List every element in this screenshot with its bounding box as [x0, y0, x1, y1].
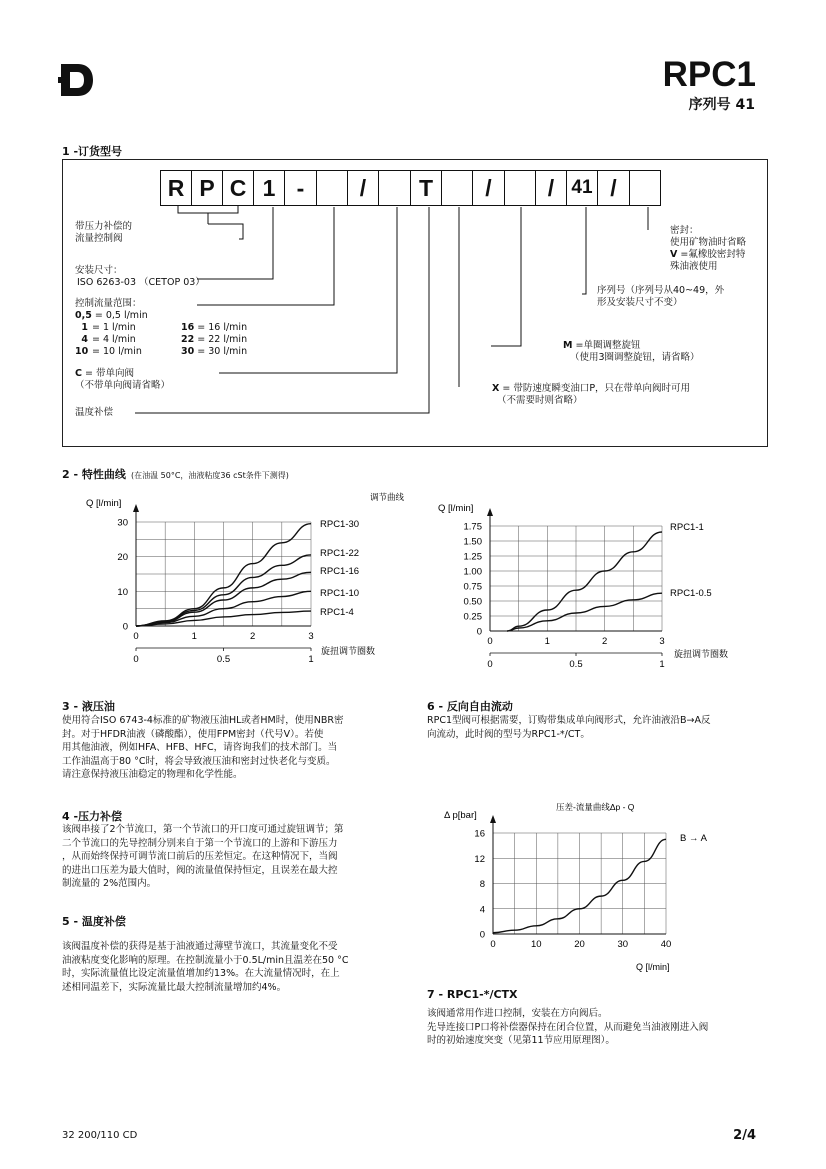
serial-label-1: 序列号（序列号从40~49，外 [597, 285, 725, 296]
temp-compensation-label: 温度补偿 [75, 407, 114, 418]
series-label: B → A [680, 833, 707, 844]
secondary-x-tick-label: 0 [487, 659, 493, 668]
flow-value-10: = 10 l/min [92, 346, 142, 357]
knob-note: （使用3圈调整旋钮，请省略） [570, 352, 700, 363]
y-tick-label: 0.50 [463, 596, 482, 608]
x-tick-label: 0 [490, 939, 496, 950]
series-label: RPC1-1 [670, 522, 704, 533]
order-code-box: 41 [566, 170, 598, 206]
seal-label-2: 使用矿物油时省略 [670, 237, 747, 248]
series-label: 序列号 41 [688, 97, 755, 113]
y-axis-label: Q [l/min] [438, 503, 474, 514]
y-axis-arrow [487, 508, 493, 516]
x-tick-label: 10 [530, 939, 542, 950]
x-tick-label: 40 [660, 939, 672, 950]
x-tick-label: 0 [487, 636, 493, 647]
section-3-title: 3 - 液压油 [62, 700, 115, 713]
y-tick-label: 20 [117, 552, 128, 564]
flow-option-22: 22 = 22 l/min [181, 334, 248, 345]
order-code-box: / [347, 170, 379, 206]
series-label: RPC1-22 [320, 548, 360, 559]
y-axis-label: Δ p[bar] [444, 810, 477, 821]
series-line-RPC1-0.5 [507, 593, 662, 631]
x-axis-label: Q [l/min] [636, 962, 670, 972]
check-valve-option: C = 带单向阀 [75, 368, 134, 379]
compensator-label-1: 带压力补偿的 [75, 221, 133, 232]
x-tick-label: 3 [308, 631, 314, 642]
secondary-x-tick-label: 0.5 [569, 659, 583, 668]
x-tick-label: 2 [602, 636, 608, 647]
series-label: RPC1-4 [320, 607, 354, 618]
y-tick-label: 0.75 [463, 581, 482, 593]
y-axis-arrow [490, 815, 496, 823]
chart-pressure-drop-curve [430, 800, 760, 978]
seal-label-1: 密封： [670, 225, 699, 236]
y-tick-label: 30 [117, 517, 128, 529]
mount-label-1: 安装尺寸： [75, 265, 123, 276]
flow-code-1: 1 [81, 322, 88, 333]
x-tick-label: 2 [250, 631, 256, 642]
section-4-text: 该阀串接了2个节流口，第一个节流口的开口度可通过旋钮调节；第 二个节流口的先导控制分别来自于第一个节流口的上游和下游压力 ，从而始终保持可调节流口前后的压差恒定。在这种情况下，当阀 的进出口压差为最大值时，阀的流量值保持恒定，且误差在最大控 制流量的 2%范围内。 [62, 824, 344, 889]
y-tick-label: 0 [479, 929, 485, 941]
flow-option-16: 16 = 16 l/min [181, 322, 248, 333]
y-axis-arrow [133, 504, 139, 512]
y-tick-label: 10 [117, 586, 128, 598]
y-tick-label: 4 [479, 904, 485, 916]
section-6-text: RPC1型阀可根据需要，订购带集成单向阀形式，允许油液沿B→A反 向流动，此时阀的型号为RPC1-*/CT。 [427, 715, 711, 740]
order-code-box: C [222, 170, 254, 206]
section-7-text: 该阀通常用作进口控制，安装在方向阀后。 先导连接口P口将补偿器保持在闭合位置，从而避免当油液刚进入阀 时的初始速度突变（见第11节应用原理图）。 [427, 1008, 709, 1046]
x-tick-label: 1 [544, 636, 550, 647]
secondary-x-tick-label: 0.5 [216, 654, 231, 665]
section-5-title: 5 - 温度补偿 [62, 915, 126, 928]
order-code-box: / [472, 170, 505, 206]
mount-label-2: ISO 6263-03 （CETOP 03） [77, 277, 205, 288]
flow-value-4: = 4 l/min [92, 334, 136, 345]
series-label: RPC1-16 [320, 566, 360, 577]
series-label: RPC1-10 [320, 588, 360, 599]
y-tick-label: 1.25 [463, 551, 482, 563]
flow-value-1: = 1 l/min [92, 322, 136, 333]
x-tick-label: 20 [574, 939, 585, 950]
section-4-title: 4 -压力补偿 [62, 810, 123, 823]
y-tick-label: 16 [474, 828, 485, 840]
section-3-text: 使用符合ISO 6743-4标准的矿物液压油HL或者HM时，使用NBR密 封。对于HFDR油液（磷酸酯），使用FPM密封（代号V）。若使 用其他油液，例如HFA、HFB、HFC，请咨询我们的技术部门。当 工作油温高于80 °C时，将会导致液压油和密封过快老化与变质。 请注意保持液压油稳定的物理和化学性能。 [62, 715, 344, 780]
y-tick-label: 0.25 [463, 611, 482, 623]
duplomatic-logo [58, 64, 94, 96]
order-code-box: - [284, 170, 317, 206]
flow-code-10: 10 [75, 346, 89, 357]
section-1-title: 1 -订货型号 [62, 145, 123, 158]
order-code-box: / [535, 170, 567, 206]
serial-label-2: 形及安装尺寸不变） [597, 297, 683, 308]
section-2-title: 2 - 特性曲线 (在油温 50°C，油液粘度36 cSt条件下测得) [62, 468, 289, 481]
order-code-box: R [160, 170, 192, 206]
x-tick-label: 3 [659, 636, 665, 647]
y-tick-label: 8 [479, 879, 485, 890]
section-7-title: 7 - RPC1-*/CTX [427, 988, 518, 1001]
y-tick-label: 1.75 [463, 521, 482, 533]
compensator-label-2: 流量控制阀 [75, 233, 123, 244]
seal-option-v: V =氟橡胶密封特 [670, 249, 746, 260]
x-axis-label: 旋扭调节圈数 [674, 649, 729, 659]
y-tick-label: 1.00 [463, 566, 482, 578]
footer-doc-code: 32 200/110 CD [62, 1130, 138, 1141]
surge-option-x: X = 带防速度瞬变油口P，只在带单向阀时可用 [492, 383, 691, 394]
x-axis-label: 旋扭调节圈数 [321, 646, 376, 656]
chart-low-flow-curve [430, 498, 760, 668]
x-tick-label: 1 [191, 631, 197, 642]
series-label: RPC1-0.5 [670, 588, 712, 599]
y-tick-label: 1.50 [463, 536, 482, 548]
secondary-x-tick-label: 1 [659, 659, 665, 668]
flow-code-4: 4 [81, 334, 88, 345]
flow-range-title: 控制流量范围： [75, 298, 142, 309]
secondary-x-tick-label: 1 [308, 654, 314, 665]
order-code-box: 1 [253, 170, 285, 206]
flow-option-0-5: 0,5 = 0,5 l/min [75, 310, 148, 321]
check-valve-note: （不带单向阀请省略） [75, 380, 171, 391]
y-axis-label: Q [l/min] [86, 498, 122, 509]
chart-adjustment-curve [80, 488, 410, 673]
x-tick-label: 30 [617, 939, 629, 950]
y-tick-label: 0 [476, 626, 482, 638]
model-title: RPC1 [662, 55, 756, 94]
order-code-box: / [597, 170, 630, 206]
series-label: RPC1-30 [320, 519, 360, 530]
knob-option-m: M =单圈调整旋钮 [563, 340, 641, 351]
secondary-x-tick-label: 0 [133, 654, 139, 665]
chart-annotation: 调节曲线 [370, 492, 405, 502]
surge-note: （不需要时则省略） [497, 395, 583, 406]
y-tick-label: 12 [474, 853, 485, 865]
section-6-title: 6 - 反向自由流动 [427, 700, 513, 713]
section-5-text: 该阀温度补偿的获得是基于油液通过薄壁节流口，其流量变化不受 油液粘度变化影响的原理。在控制流量小于0.5L/min且温差在50 °C 时，实际流量值比设定流量值增加约13%。在大流量情况时，在上 述相同温差下，实际流量比最大控制流量增加约4%。 [62, 941, 349, 993]
x-tick-label: 0 [133, 631, 139, 642]
footer-page-number: 2/4 [733, 1128, 756, 1143]
seal-label-4: 殊油液使用 [670, 261, 718, 272]
flow-option-30: 30 = 30 l/min [181, 346, 248, 357]
y-tick-label: 0 [122, 621, 128, 633]
order-code-box: P [191, 170, 223, 206]
chart-title: 压差-流量曲线Δp - Q [556, 802, 635, 812]
order-code-box: T [410, 170, 442, 206]
